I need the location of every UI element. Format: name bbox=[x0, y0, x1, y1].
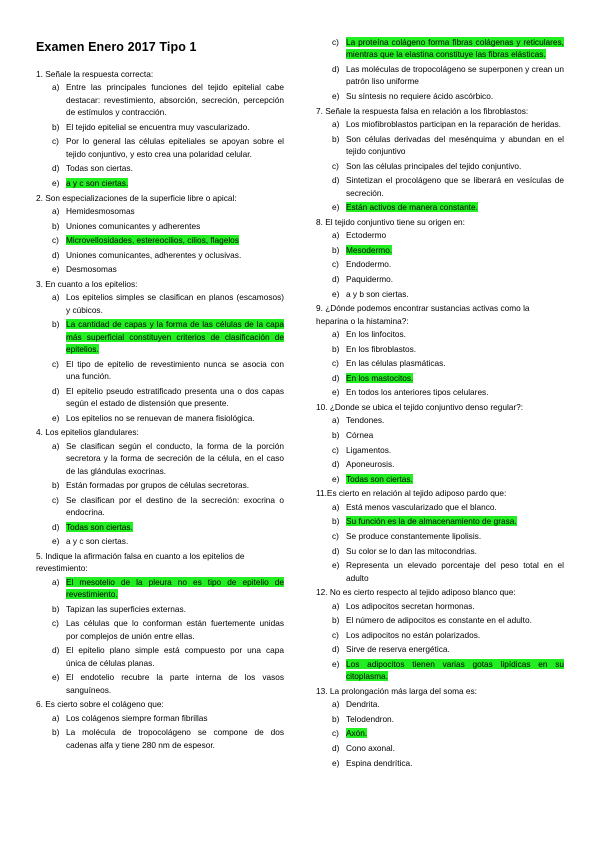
answer-option bbox=[36, 494, 284, 519]
option-text: El tejido epitelial se encuentra muy vascularizado. bbox=[66, 121, 250, 132]
question-text: 3. En cuanto a los epitelios: bbox=[36, 278, 138, 289]
answer-option bbox=[316, 458, 564, 470]
option-text: Se produce constantemente lipolisis. bbox=[346, 530, 482, 541]
option-text: Su función es la de almacenamiento de grasa. bbox=[346, 516, 517, 527]
option-text: Entre las principales funciones del tejido epitelial cabe destacar: revestimiento, absorción, secreción, percepción de estímulos y contracción. bbox=[66, 82, 284, 118]
option-text: Los adipocitos no están polarizados. bbox=[346, 629, 481, 640]
option-letter: d) bbox=[332, 459, 340, 470]
question bbox=[316, 487, 564, 584]
option-letter: b) bbox=[332, 516, 340, 527]
question-text: 2. Son especializaciones de la superficie libre o apical: bbox=[36, 192, 237, 203]
answer-option bbox=[36, 162, 284, 174]
option-text: Desmosomas bbox=[66, 264, 117, 275]
option-text: En los linfocitos. bbox=[346, 328, 406, 339]
option-text: Telodendron. bbox=[346, 713, 394, 724]
answer-option bbox=[36, 135, 284, 160]
answer-option bbox=[36, 358, 284, 383]
option-text: Los miofibroblastos participan en la reparación de heridas. bbox=[346, 119, 561, 129]
option-text: Son las células principales del tejido conjuntivo. bbox=[346, 160, 522, 171]
answer-option-highlighted bbox=[316, 36, 564, 61]
question bbox=[316, 105, 564, 214]
answer-option bbox=[316, 357, 564, 369]
option-text: El epitelio pseudo estratificado presenta una o dos capas según el estado de distensión que presente. bbox=[66, 385, 284, 409]
option-letter: c) bbox=[52, 494, 59, 505]
option-text: Todas son ciertas. bbox=[66, 521, 133, 532]
option-letter: e) bbox=[332, 387, 340, 398]
answer-option bbox=[36, 726, 284, 751]
option-text: Dendrita. bbox=[346, 699, 380, 710]
question bbox=[316, 401, 564, 485]
answer-option bbox=[316, 629, 564, 641]
answer-option bbox=[316, 63, 564, 88]
option-letter: e) bbox=[52, 536, 60, 547]
option-letter: d) bbox=[332, 743, 340, 754]
question-text: 8. El tejido conjuntivo tiene su origen en: bbox=[316, 216, 465, 227]
answer-option bbox=[316, 343, 564, 355]
answer-option bbox=[36, 220, 284, 232]
option-letter: a) bbox=[332, 328, 340, 339]
option-letter: a) bbox=[52, 292, 60, 303]
answer-option bbox=[316, 501, 564, 513]
option-letter: a) bbox=[332, 501, 340, 512]
question-text: 4. Los epitelios glandulares: bbox=[36, 427, 139, 438]
answer-option-highlighted bbox=[316, 201, 564, 213]
option-letter: c) bbox=[332, 530, 339, 541]
question-text: 10. ¿Donde se ubica el tejido conjuntivo denso regular?: bbox=[316, 401, 524, 412]
question-text: 13. La prolongación más larga del soma es: bbox=[316, 685, 477, 696]
option-text: El tipo de epitelio de revestimiento nunca se asocia con una función. bbox=[66, 358, 284, 382]
option-text: En los fibroblastos. bbox=[346, 343, 417, 354]
option-text: Se clasifican por el destino de la secreción: exocrina o endocrina. bbox=[66, 494, 284, 518]
option-letter: b) bbox=[332, 615, 340, 626]
option-text: Su síntesis no requiere ácido ascórbico. bbox=[346, 91, 494, 101]
option-letter: d) bbox=[332, 372, 340, 383]
answer-option bbox=[316, 713, 564, 725]
option-letter: d) bbox=[332, 545, 340, 556]
option-letter: d) bbox=[332, 175, 340, 186]
question bbox=[316, 36, 564, 102]
question-text: 12. No es cierto respecto al tejido adiposo blanco que: bbox=[316, 587, 516, 598]
answer-option bbox=[316, 614, 564, 626]
option-letter: c) bbox=[332, 259, 339, 270]
option-letter: a) bbox=[332, 699, 340, 710]
option-letter: c) bbox=[52, 235, 59, 246]
option-text: Se clasifican según el conducto, la forma de la porción secretora y la forma de secreción de la célula, en el caso de las glándulas exocrinas. bbox=[66, 440, 284, 476]
answer-option bbox=[36, 385, 284, 410]
option-letter: a) bbox=[332, 230, 340, 241]
option-letter: d) bbox=[332, 644, 340, 655]
option-letter: b) bbox=[52, 727, 60, 738]
option-text: La cantidad de capas y la forma de las células de la capa más superficial constituyen criterios de clasificación de epitelios. bbox=[66, 319, 284, 355]
option-letter: a) bbox=[52, 82, 60, 93]
option-text: Los epitelios no se renuevan de manera fisiológica. bbox=[66, 412, 255, 423]
option-text: Tapizan las superficies externas. bbox=[66, 603, 186, 614]
option-letter: b) bbox=[332, 133, 340, 144]
option-text: Todas son ciertas. bbox=[346, 473, 413, 484]
option-letter: c) bbox=[332, 728, 339, 739]
answer-option bbox=[316, 698, 564, 710]
option-letter: b) bbox=[332, 343, 340, 354]
answer-option bbox=[36, 81, 284, 118]
option-text: Espina dendrítica. bbox=[346, 757, 413, 768]
question bbox=[316, 216, 564, 300]
question bbox=[36, 550, 284, 696]
answer-option bbox=[36, 440, 284, 477]
answer-option bbox=[36, 479, 284, 491]
option-letter: b) bbox=[52, 121, 60, 132]
option-letter: e) bbox=[332, 288, 340, 299]
answer-option bbox=[316, 757, 564, 769]
option-text: El número de adipocitos es constante en el adulto. bbox=[346, 615, 532, 626]
option-text: Uniones comunicantes, adherentes y oclusivas. bbox=[66, 249, 242, 260]
answer-option bbox=[316, 229, 564, 241]
left-column bbox=[36, 68, 284, 753]
option-text: a y b son ciertas. bbox=[346, 288, 409, 299]
answer-option-highlighted bbox=[36, 576, 284, 601]
answer-option-highlighted bbox=[316, 727, 564, 739]
option-text: Sintetizan el procolágeno que se liberará en vesículas de secreción. bbox=[346, 175, 564, 198]
answer-option bbox=[36, 121, 284, 133]
answer-option bbox=[316, 160, 564, 172]
option-text: Tendones. bbox=[346, 415, 385, 426]
answer-option-highlighted bbox=[36, 318, 284, 355]
option-text: Están activos de manera constante. bbox=[346, 202, 478, 213]
option-letter: e) bbox=[52, 672, 60, 683]
option-text: Axón. bbox=[346, 728, 368, 739]
answer-option bbox=[36, 263, 284, 275]
option-text: En todos los anteriores tipos celulares. bbox=[346, 387, 489, 398]
answer-option bbox=[316, 328, 564, 340]
answer-option bbox=[316, 600, 564, 612]
option-text: El endotelio recubre la parte interna de los vasos sanguíneos. bbox=[66, 672, 284, 695]
option-letter: b) bbox=[52, 603, 60, 614]
answer-option bbox=[36, 712, 284, 724]
option-letter: c) bbox=[332, 37, 339, 47]
answer-option bbox=[316, 133, 564, 158]
option-text: a y c son ciertas. bbox=[66, 536, 129, 547]
option-text: Los adipocitos tienen varias gotas lipídicas en su citoplasma. bbox=[346, 658, 564, 682]
question-text: 9. ¿Dónde podemos encontrar sustancias activas como la heparina o la histamina?: bbox=[316, 303, 530, 326]
option-letter: a) bbox=[332, 600, 340, 611]
option-letter: c) bbox=[332, 358, 339, 369]
option-letter: d) bbox=[52, 645, 60, 656]
answer-option bbox=[316, 90, 564, 102]
answer-option bbox=[316, 444, 564, 456]
option-letter: c) bbox=[332, 444, 339, 455]
answer-option bbox=[36, 617, 284, 642]
option-letter: a) bbox=[332, 119, 340, 129]
answer-option-highlighted bbox=[316, 473, 564, 485]
option-letter: c) bbox=[332, 629, 339, 640]
option-text: La molécula de tropocolágeno se compone de dos cadenas alfa y tiene 280 nm de espesor. bbox=[66, 727, 284, 750]
option-letter: e) bbox=[52, 264, 60, 275]
answer-option bbox=[36, 412, 284, 424]
option-text: Todas son ciertas. bbox=[66, 163, 133, 174]
option-text: Los colágenos siempre forman fibrillas bbox=[66, 712, 208, 723]
option-letter: b) bbox=[332, 713, 340, 724]
option-letter: a) bbox=[52, 712, 60, 723]
answer-option bbox=[316, 118, 564, 130]
option-text: Hemidesmosomas bbox=[66, 206, 135, 216]
question bbox=[316, 586, 564, 683]
option-letter: b) bbox=[52, 480, 60, 491]
option-letter: b) bbox=[332, 429, 340, 440]
option-letter: b) bbox=[52, 220, 60, 231]
option-text: Aponeurosis. bbox=[346, 459, 395, 470]
question bbox=[36, 278, 284, 424]
option-letter: e) bbox=[52, 412, 60, 423]
option-text: En las células plasmáticas. bbox=[346, 358, 446, 369]
answer-option bbox=[316, 742, 564, 754]
option-text: Microvellosidades, estereocilios, cilios, flagelos bbox=[66, 235, 239, 246]
option-letter: b) bbox=[332, 244, 340, 255]
option-letter: e) bbox=[332, 757, 340, 768]
option-text: Córnea bbox=[346, 429, 374, 440]
answer-option bbox=[36, 535, 284, 547]
option-letter: c) bbox=[52, 358, 59, 369]
option-text: Su color se lo dan las mitocondrias. bbox=[346, 545, 477, 556]
answer-option bbox=[36, 249, 284, 261]
question bbox=[36, 698, 284, 751]
answer-option bbox=[316, 288, 564, 300]
option-letter: a) bbox=[52, 440, 60, 451]
option-text: Cono axonal. bbox=[346, 743, 395, 754]
question-text: 5. Indique la afirmación falsa en cuanto a los epitelios de revestimiento: bbox=[36, 550, 245, 574]
option-letter: d) bbox=[52, 249, 60, 260]
option-text: Uniones comunicantes y adherentes bbox=[66, 220, 201, 231]
option-text: Los epitelios simples se clasifican en planos (escamosos) y cúbicos. bbox=[66, 292, 284, 315]
option-text: Está menos vascularizado que el blanco. bbox=[346, 501, 497, 512]
question-text: 1. Señale la respuesta correcta: bbox=[36, 69, 154, 79]
option-letter: d) bbox=[52, 521, 60, 532]
question bbox=[316, 302, 564, 399]
answer-option bbox=[36, 603, 284, 615]
option-text: El epitelio plano simple está compuesto por una capa única de células planas. bbox=[66, 645, 284, 668]
answer-option bbox=[316, 545, 564, 557]
option-text: En los mastocitos. bbox=[346, 372, 414, 383]
page-title: Examen Enero 2017 Tipo 1 bbox=[36, 40, 197, 54]
question bbox=[36, 192, 284, 276]
answer-option bbox=[316, 386, 564, 398]
option-letter: d) bbox=[52, 163, 60, 174]
option-text: Sirve de reserva energética. bbox=[346, 644, 450, 655]
option-text: Los adipocitos secretan hormonas. bbox=[346, 600, 475, 611]
option-text: Mesodermo. bbox=[346, 244, 393, 255]
option-letter: d) bbox=[332, 64, 340, 74]
answer-option bbox=[36, 671, 284, 696]
question-text: 6. Es cierto sobre el colágeno que: bbox=[36, 699, 164, 710]
option-text: Representa un elevado porcentaje del peso total en el adulto bbox=[346, 560, 564, 583]
option-letter: c) bbox=[52, 618, 59, 629]
question-text: 7. Señale la respuesta falsa en relación a los fibroblastos: bbox=[316, 105, 529, 116]
answer-option bbox=[36, 291, 284, 316]
option-letter: e) bbox=[332, 473, 340, 484]
option-letter: e) bbox=[332, 658, 340, 669]
answer-option-highlighted bbox=[316, 658, 564, 683]
option-text: Las moléculas de tropocolágeno se superponen y crean un patrón liso uniforme bbox=[346, 64, 564, 87]
answer-option bbox=[316, 174, 564, 199]
option-text: Por lo general las células epiteliales se apoyan sobre el tejido conjuntivo, y esto crea una polaridad celular. bbox=[66, 136, 284, 159]
answer-option bbox=[316, 643, 564, 655]
question-text: 11.Es cierto en relación al tejido adiposo pardo que: bbox=[316, 488, 507, 499]
answer-option bbox=[316, 530, 564, 542]
option-letter: c) bbox=[52, 136, 59, 147]
option-text: El mesotelio de la pleura no es tipo de epitelio de revestimiento. bbox=[66, 576, 284, 600]
answer-option-highlighted bbox=[316, 372, 564, 384]
answer-option-highlighted bbox=[36, 521, 284, 533]
option-text: Ligamentos. bbox=[346, 444, 392, 455]
answer-option bbox=[316, 429, 564, 441]
answer-option-highlighted bbox=[36, 177, 284, 189]
answer-option bbox=[316, 273, 564, 285]
answer-option bbox=[316, 414, 564, 426]
option-letter: e) bbox=[332, 91, 340, 101]
option-text: Las células que lo conforman están fuertemente unidas por complejos de unión entre ellas. bbox=[66, 618, 284, 641]
option-letter: d) bbox=[332, 273, 340, 284]
option-letter: e) bbox=[332, 560, 340, 571]
option-letter: a) bbox=[52, 576, 60, 587]
option-text: Endodermo. bbox=[346, 259, 392, 270]
option-text: Paquidermo. bbox=[346, 273, 394, 284]
answer-option bbox=[316, 559, 564, 584]
answer-option bbox=[36, 205, 284, 217]
question bbox=[36, 426, 284, 547]
option-text: Ectodermo bbox=[346, 230, 387, 241]
question bbox=[36, 68, 284, 189]
option-text: Son células derivadas del mesénquima y abundan en el tejido conjuntivo bbox=[346, 133, 564, 156]
option-text: La proteína colágeno forma fibras colágenas y reticulares, mientras que la elastina constituye las fibras elásticas. bbox=[346, 37, 564, 60]
answer-option-highlighted bbox=[316, 515, 564, 527]
option-letter: a) bbox=[332, 415, 340, 426]
option-letter: a) bbox=[52, 206, 60, 216]
option-letter: d) bbox=[52, 385, 60, 396]
answer-option bbox=[316, 258, 564, 270]
option-letter: b) bbox=[52, 319, 60, 330]
answer-option-highlighted bbox=[36, 234, 284, 246]
answer-option-highlighted bbox=[316, 244, 564, 256]
option-letter: e) bbox=[332, 202, 340, 213]
option-text: Están formadas por grupos de células secretoras. bbox=[66, 480, 250, 491]
right-column bbox=[316, 36, 564, 771]
answer-option bbox=[36, 644, 284, 669]
option-letter: c) bbox=[332, 160, 339, 171]
option-letter: e) bbox=[52, 178, 60, 188]
option-text: a y c son ciertas. bbox=[66, 178, 129, 188]
question bbox=[316, 685, 564, 769]
